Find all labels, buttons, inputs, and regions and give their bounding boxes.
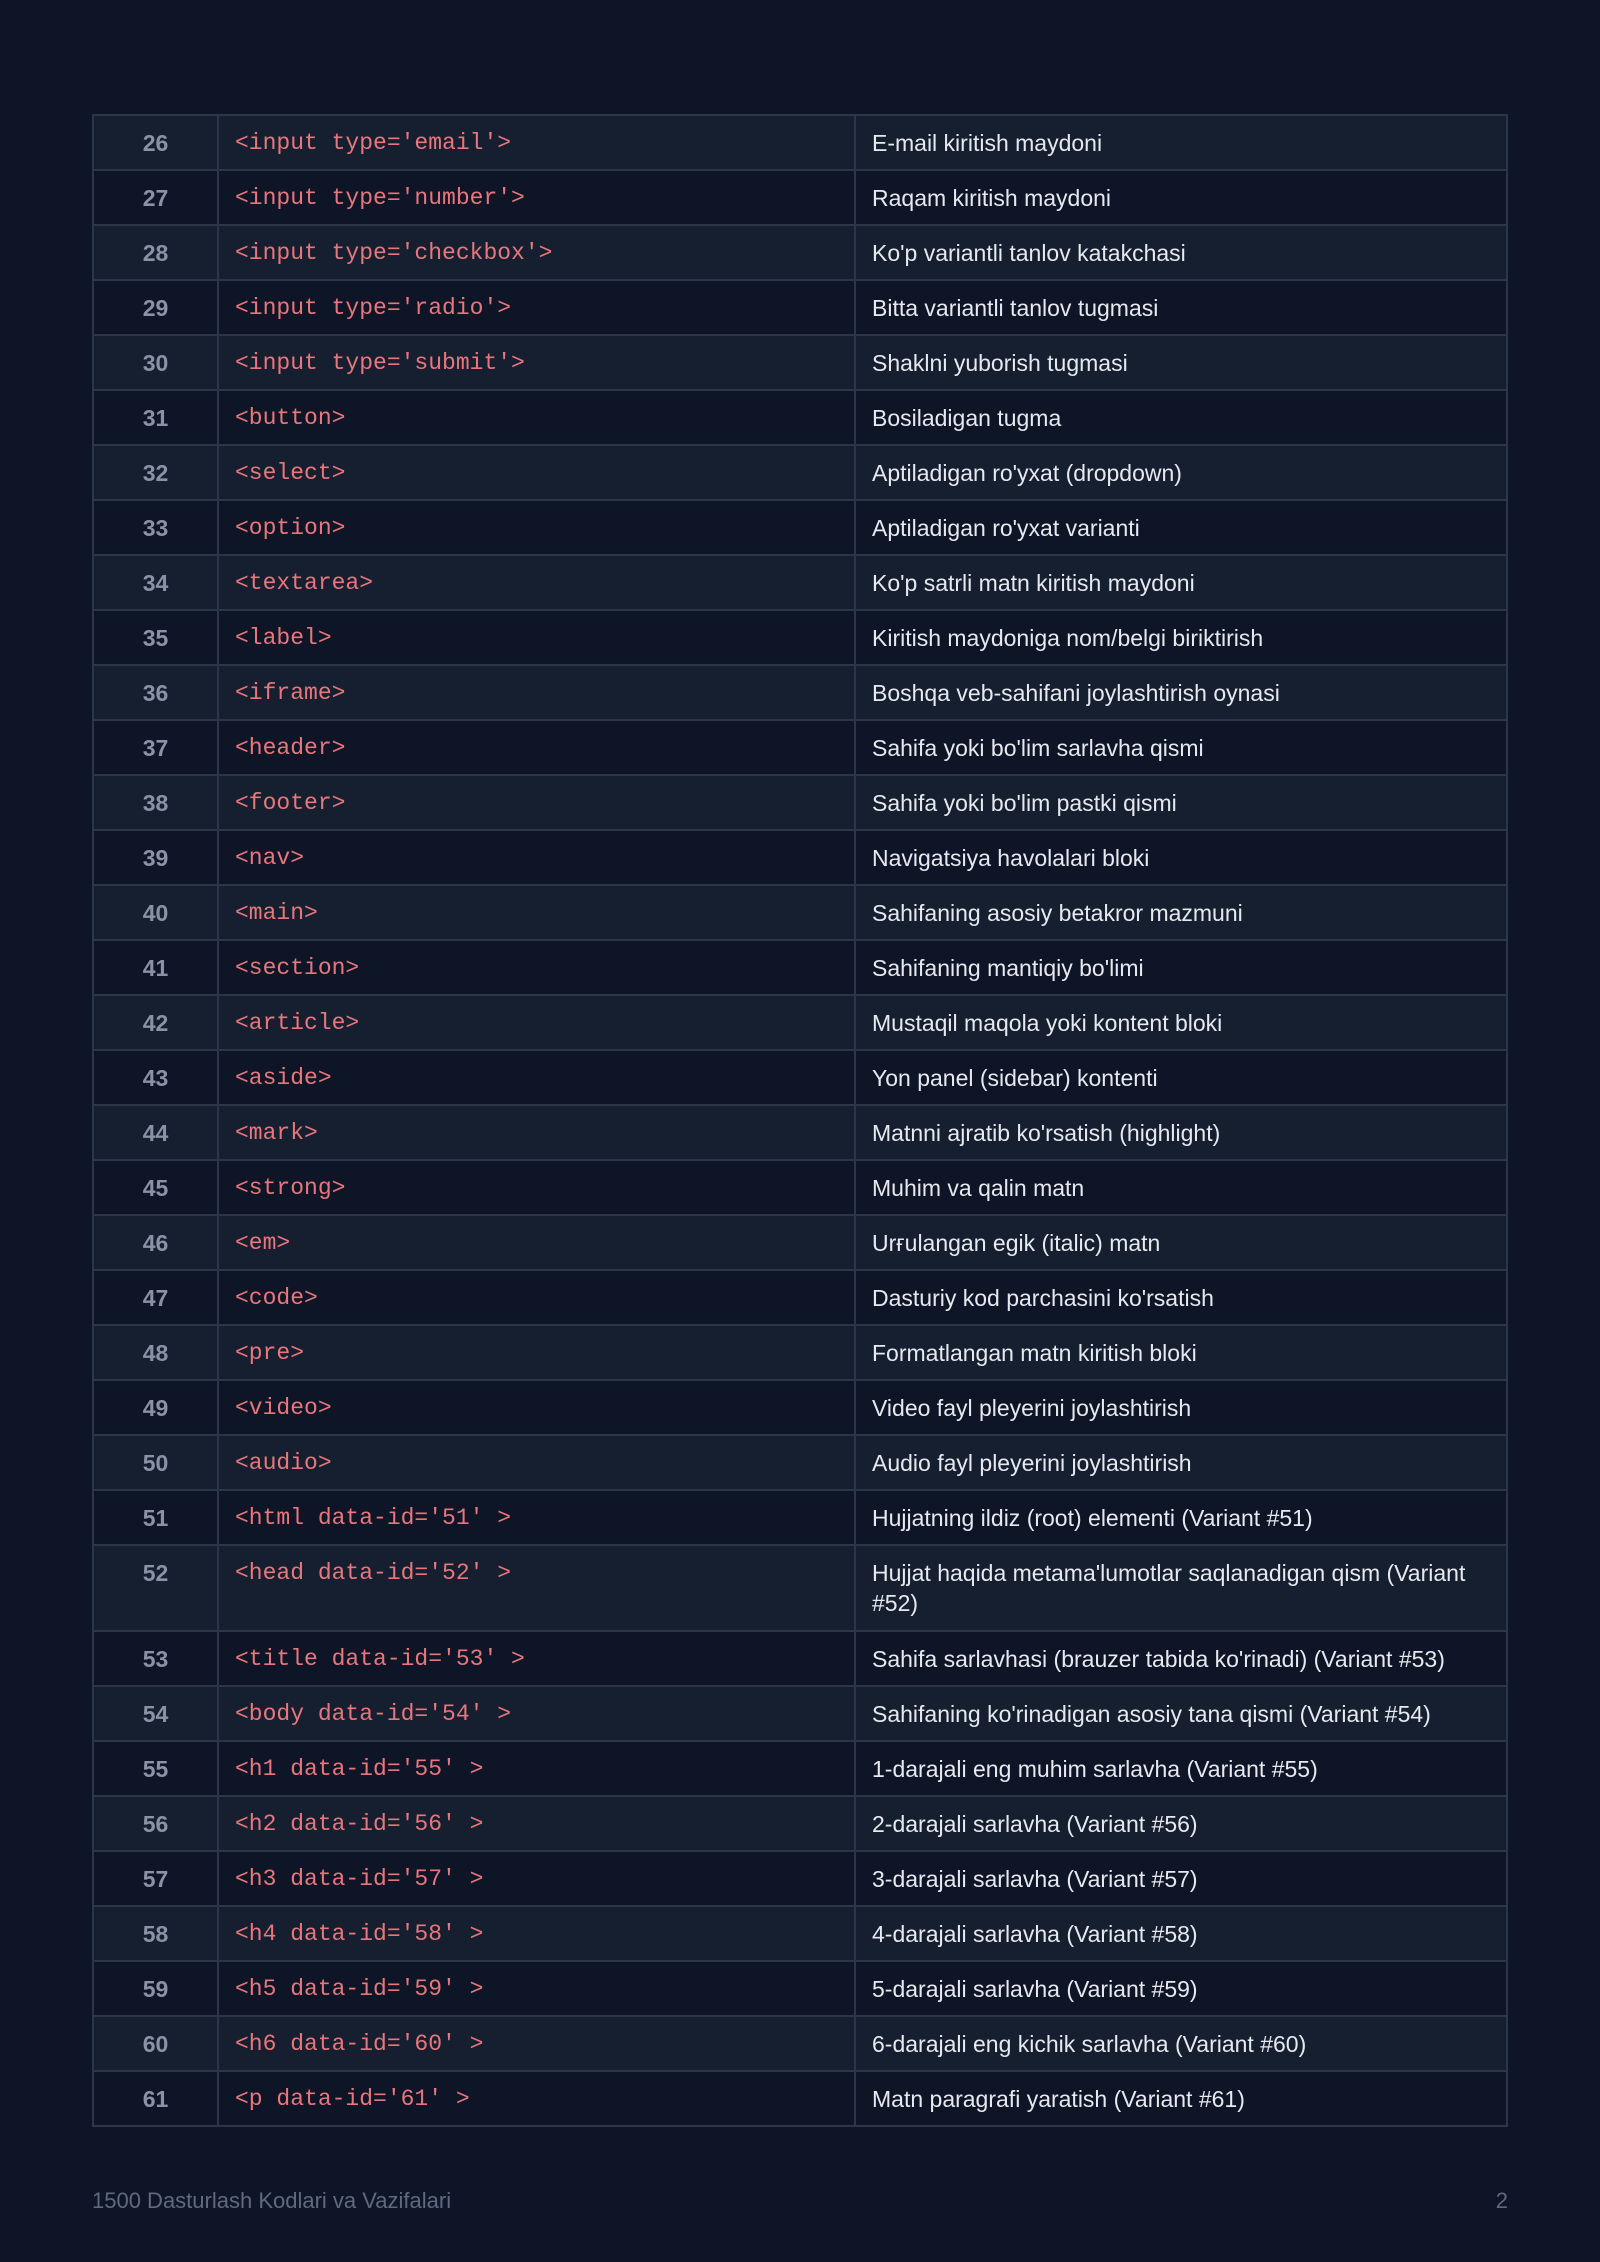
row-description: 6-darajali eng kichik sarlavha (Variant #60) — [855, 2016, 1507, 2071]
row-tag: <input type='number'> — [218, 170, 855, 225]
row-number: 51 — [93, 1490, 218, 1545]
row-description: Bitta variantli tanlov tugmasi — [855, 280, 1507, 335]
row-number: 52 — [93, 1545, 218, 1631]
table-row — [93, 665, 1507, 720]
row-number: 46 — [93, 1215, 218, 1270]
row-number: 48 — [93, 1325, 218, 1380]
row-number: 30 — [93, 335, 218, 390]
row-number: 41 — [93, 940, 218, 995]
table-row — [93, 1215, 1507, 1270]
table-row — [93, 1160, 1507, 1215]
row-number: 36 — [93, 665, 218, 720]
row-number: 39 — [93, 830, 218, 885]
row-description: 2-darajali sarlavha (Variant #56) — [855, 1796, 1507, 1851]
row-description: Muhim va qalin matn — [855, 1160, 1507, 1215]
footer-title: 1500 Dasturlash Kodlari va Vazifalari — [92, 2188, 452, 2213]
row-description: Matnni ajratib ko'rsatish (highlight) — [855, 1105, 1507, 1160]
row-tag: <textarea> — [218, 555, 855, 610]
row-tag: <select> — [218, 445, 855, 500]
row-description: Raqam kiritish maydoni — [855, 170, 1507, 225]
row-description: Navigatsiya havolalari bloki — [855, 830, 1507, 885]
row-number: 53 — [93, 1631, 218, 1686]
table-row — [93, 1490, 1507, 1545]
row-description: 3-darajali sarlavha (Variant #57) — [855, 1851, 1507, 1906]
row-tag: <pre> — [218, 1325, 855, 1380]
row-description: Ko'p satrli matn kiritish maydoni — [855, 555, 1507, 610]
row-tag: <h6 data-id='60' > — [218, 2016, 855, 2071]
row-tag: <input type='radio'> — [218, 280, 855, 335]
table-row — [93, 1631, 1507, 1686]
table-row — [93, 1906, 1507, 1961]
table-row — [93, 995, 1507, 1050]
table-row — [93, 1796, 1507, 1851]
row-tag: <input type='submit'> — [218, 335, 855, 390]
tags-table — [92, 114, 1508, 2127]
row-tag: <audio> — [218, 1435, 855, 1490]
row-description: 5-darajali sarlavha (Variant #59) — [855, 1961, 1507, 2016]
row-tag: <nav> — [218, 830, 855, 885]
row-number: 42 — [93, 995, 218, 1050]
row-tag: <aside> — [218, 1050, 855, 1105]
row-tag: <section> — [218, 940, 855, 995]
page-number: 2 — [1495, 2188, 1508, 2213]
row-description: Sahifa yoki bo'lim sarlavha qismi — [855, 720, 1507, 775]
row-description: Dasturiy kod parchasini ko'rsatish — [855, 1270, 1507, 1325]
row-description: Shaklni yuborish tugmasi — [855, 335, 1507, 390]
table-row — [93, 1105, 1507, 1160]
row-description: Mustaqil maqola yoki kontent bloki — [855, 995, 1507, 1050]
row-number: 34 — [93, 555, 218, 610]
row-number: 54 — [93, 1686, 218, 1741]
table-row — [93, 2016, 1507, 2071]
row-number: 29 — [93, 280, 218, 335]
table-row — [93, 940, 1507, 995]
table-row — [93, 280, 1507, 335]
row-number: 43 — [93, 1050, 218, 1105]
row-number: 35 — [93, 610, 218, 665]
row-description: Aptiladigan ro'yxat varianti — [855, 500, 1507, 555]
table-row — [93, 1851, 1507, 1906]
row-number: 57 — [93, 1851, 218, 1906]
row-description: Sahifaning ko'rinadigan asosiy tana qismi (Variant #54) — [855, 1686, 1507, 1741]
row-description: Sahifaning mantiqiy bo'limi — [855, 940, 1507, 995]
row-tag: <h2 data-id='56' > — [218, 1796, 855, 1851]
row-description: 1-darajali eng muhim sarlavha (Variant #55) — [855, 1741, 1507, 1796]
row-description: Formatlangan matn kiritish bloki — [855, 1325, 1507, 1380]
row-number: 26 — [93, 115, 218, 170]
row-description: Sahifaning asosiy betakror mazmuni — [855, 885, 1507, 940]
row-number: 58 — [93, 1906, 218, 1961]
row-description: Yon panel (sidebar) kontenti — [855, 1050, 1507, 1105]
row-number: 27 — [93, 170, 218, 225]
row-number: 31 — [93, 390, 218, 445]
row-tag: <em> — [218, 1215, 855, 1270]
row-tag: <input type='checkbox'> — [218, 225, 855, 280]
row-tag: <title data-id='53' > — [218, 1631, 855, 1686]
table-row — [93, 1961, 1507, 2016]
row-tag: <iframe> — [218, 665, 855, 720]
row-description: Aptiladigan ro'yxat (dropdown) — [855, 445, 1507, 500]
row-tag: <body data-id='54' > — [218, 1686, 855, 1741]
row-number: 37 — [93, 720, 218, 775]
row-number: 40 — [93, 885, 218, 940]
table-row — [93, 775, 1507, 830]
table-body — [93, 115, 1507, 2126]
row-tag: <mark> — [218, 1105, 855, 1160]
row-tag: <strong> — [218, 1160, 855, 1215]
table-row — [93, 720, 1507, 775]
row-number: 45 — [93, 1160, 218, 1215]
row-tag: <main> — [218, 885, 855, 940]
row-tag: <h3 data-id='57' > — [218, 1851, 855, 1906]
row-number: 56 — [93, 1796, 218, 1851]
row-description: Ko'p variantli tanlov katakchasi — [855, 225, 1507, 280]
row-number: 47 — [93, 1270, 218, 1325]
row-number: 60 — [93, 2016, 218, 2071]
row-description: 4-darajali sarlavha (Variant #58) — [855, 1906, 1507, 1961]
row-number: 49 — [93, 1380, 218, 1435]
row-number: 50 — [93, 1435, 218, 1490]
row-description: Urғulangan egik (italic) matn — [855, 1215, 1507, 1270]
row-tag: <option> — [218, 500, 855, 555]
row-number: 38 — [93, 775, 218, 830]
row-tag: <h4 data-id='58' > — [218, 1906, 855, 1961]
row-number: 32 — [93, 445, 218, 500]
row-number: 33 — [93, 500, 218, 555]
row-description: Matn paragrafi yaratish (Variant #61) — [855, 2071, 1507, 2126]
table-row — [93, 830, 1507, 885]
table-row — [93, 335, 1507, 390]
row-description: Boshqa veb-sahifani joylashtirish oynasi — [855, 665, 1507, 720]
row-tag: <html data-id='51' > — [218, 1490, 855, 1545]
table-row — [93, 1686, 1507, 1741]
row-number: 55 — [93, 1741, 218, 1796]
row-description: Audio fayl pleyerini joylashtirish — [855, 1435, 1507, 1490]
table-row — [93, 1270, 1507, 1325]
row-description: Sahifa sarlavhasi (brauzer tabida ko'rinadi) (Variant #53) — [855, 1631, 1507, 1686]
table-row — [93, 1380, 1507, 1435]
table-row — [93, 445, 1507, 500]
row-number: 28 — [93, 225, 218, 280]
row-tag: <video> — [218, 1380, 855, 1435]
row-description: Bosiladigan tugma — [855, 390, 1507, 445]
table-row — [93, 225, 1507, 280]
row-description: Hujjatning ildiz (root) elementi (Variant #51) — [855, 1490, 1507, 1545]
table-row — [93, 500, 1507, 555]
row-tag: <header> — [218, 720, 855, 775]
row-tag: <code> — [218, 1270, 855, 1325]
table-row — [93, 1741, 1507, 1796]
table-row — [93, 390, 1507, 445]
row-number: 61 — [93, 2071, 218, 2126]
table-row — [93, 170, 1507, 225]
row-tag: <h1 data-id='55' > — [218, 1741, 855, 1796]
row-description: Sahifa yoki bo'lim pastki qismi — [855, 775, 1507, 830]
row-tag: <h5 data-id='59' > — [218, 1961, 855, 2016]
table-row — [93, 1050, 1507, 1105]
table-row — [93, 1435, 1507, 1490]
row-tag: <label> — [218, 610, 855, 665]
table-row — [93, 555, 1507, 610]
row-tag: <head data-id='52' > — [218, 1545, 855, 1631]
row-tag: <article> — [218, 995, 855, 1050]
table-row — [93, 885, 1507, 940]
table-row — [93, 1545, 1507, 1631]
table-row — [93, 115, 1507, 170]
row-description: Video fayl pleyerini joylashtirish — [855, 1380, 1507, 1435]
row-number: 59 — [93, 1961, 218, 2016]
row-description: E-mail kiritish maydoni — [855, 115, 1507, 170]
row-tag: <p data-id='61' > — [218, 2071, 855, 2126]
row-tag: <footer> — [218, 775, 855, 830]
row-description: Kiritish maydoniga nom/belgi biriktirish — [855, 610, 1507, 665]
row-number: 44 — [93, 1105, 218, 1160]
table-row — [93, 2071, 1507, 2126]
row-description: Hujjat haqida metama'lumotlar saqlanadigan qism (Variant #52) — [855, 1545, 1507, 1631]
table-row — [93, 1325, 1507, 1380]
row-tag: <input type='email'> — [218, 115, 855, 170]
row-tag: <button> — [218, 390, 855, 445]
table-row — [93, 610, 1507, 665]
